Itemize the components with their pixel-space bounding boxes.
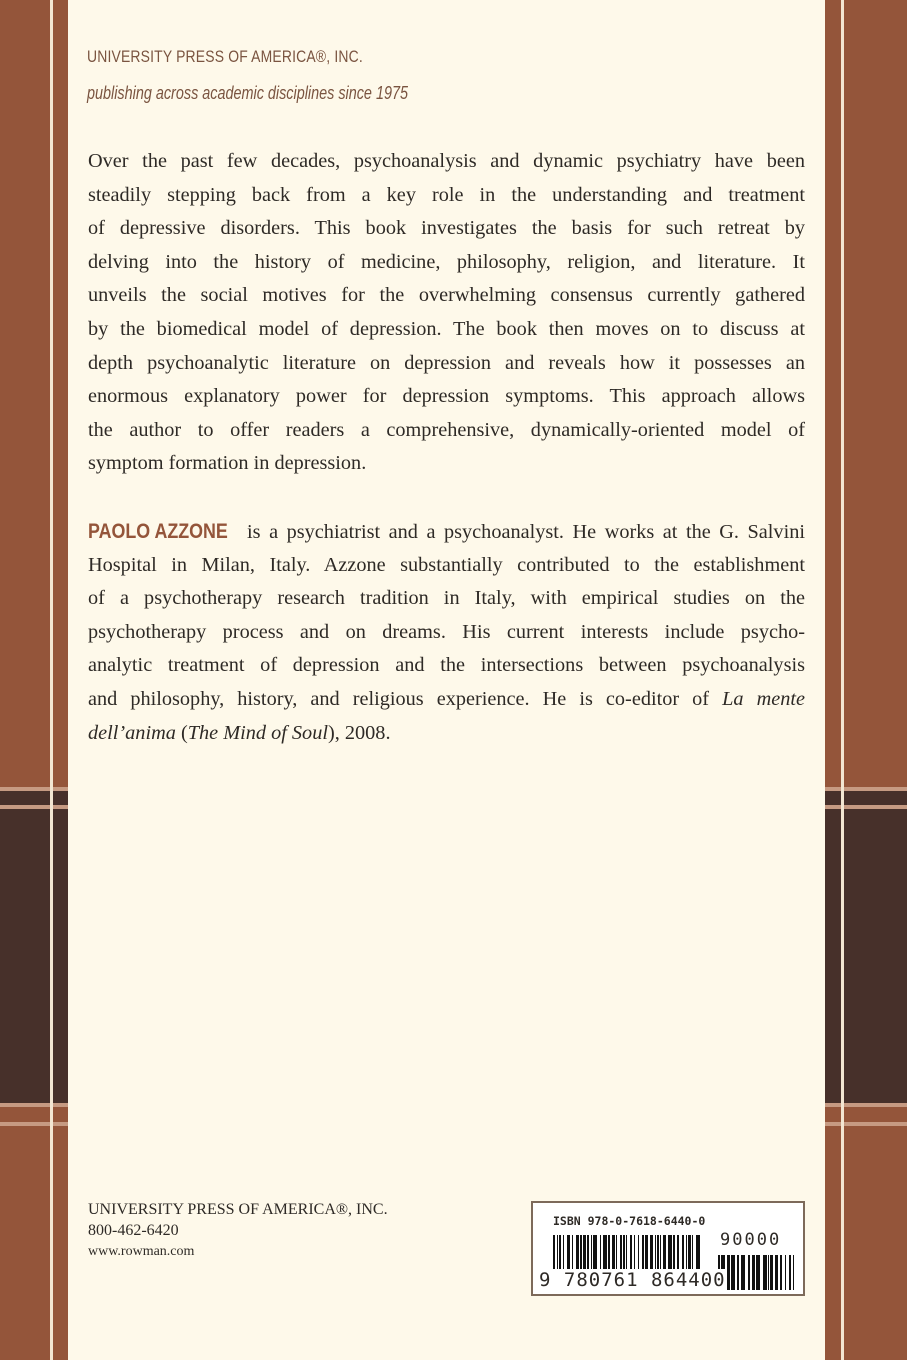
barcode-bar xyxy=(756,1255,760,1290)
barcode-bar xyxy=(731,1255,735,1290)
barcode-bar xyxy=(748,1255,750,1290)
barcode-bar xyxy=(793,1255,794,1290)
barcode-bar xyxy=(727,1255,730,1290)
bio-line: and philosophy, history, and religious experience. He is co-editor of La mente xyxy=(88,687,805,710)
description-line: symptom formation in depression. xyxy=(88,452,367,475)
author-bio xyxy=(88,515,805,750)
bio-line: psychotherapy process and on dreams. His current interests include psycho- xyxy=(88,620,805,643)
bio-line: analytic treatment of depression and the intersections between psychoanalysis xyxy=(88,654,805,677)
barcode-bar xyxy=(752,1255,755,1290)
left-border-panel xyxy=(0,0,68,1360)
barcode-digits: 9 780761 864400 xyxy=(539,1269,726,1291)
bio-line: Hospital in Milan, Italy. Azzone substantially contributed to the establishment xyxy=(88,553,805,576)
author-name: PAOLO AZZONE xyxy=(88,520,228,543)
publisher-tagline: publishing across academic disciplines since 1975 xyxy=(87,83,408,103)
description-line: Over the past few decades, psychoanalysis and dynamic psychiatry have been xyxy=(88,150,805,172)
description-line: of depressive disorders. This book investigates the basis for such retreat by xyxy=(88,217,805,240)
description-line: delving into the history of medicine, philosophy, religion, and literature. It xyxy=(88,250,805,273)
footer-publisher: UNIVERSITY PRESS OF AMERICA®, INC. xyxy=(88,1201,388,1218)
price-code: 90000 xyxy=(720,1230,782,1250)
barcode-bar xyxy=(785,1255,786,1290)
italic-title: The Mind of Soul xyxy=(187,721,328,744)
italic-title: dell’anima xyxy=(88,721,176,744)
barcode-bar xyxy=(737,1255,739,1290)
footer-website: www.rowman.com xyxy=(88,1244,195,1259)
isbn-barcode xyxy=(531,1201,805,1296)
isbn-text: ISBN 978-0-7618-6440-0 xyxy=(553,1214,706,1228)
bio-line: dell’anima (The Mind of Soul), 2008. xyxy=(88,721,391,744)
footer-phone: 800-462-6420 xyxy=(88,1222,179,1239)
bio-line: of a psychotherapy research tradition in Italy, with empirical studies on the xyxy=(88,587,805,610)
barcode-bar xyxy=(780,1255,782,1290)
description-line: steadily stepping back from a key role in the understanding and treatment xyxy=(88,183,805,206)
bio-line: PAOLO AZZONE is a psychiatrist and a psychoanalyst. He works at the G. Salvini xyxy=(88,515,805,549)
description-line: depth psychoanalytic literature on depression and reveals how it possesses an xyxy=(88,351,805,374)
right-border-panel xyxy=(825,0,907,1360)
italic-title: La mente xyxy=(722,687,805,710)
barcode-bar xyxy=(768,1255,769,1290)
book-description xyxy=(88,145,805,481)
description-line: unveils the social motives for the overwhelming consensus currently gathered xyxy=(88,284,805,307)
barcode-bar xyxy=(789,1255,791,1290)
barcode-bar xyxy=(770,1255,773,1290)
price-bars xyxy=(718,1255,796,1290)
description-line: enormous explanatory power for depression symptoms. This approach allows xyxy=(88,385,805,408)
barcode-bar xyxy=(741,1255,745,1290)
publisher-name: UNIVERSITY PRESS OF AMERICA®, INC. xyxy=(87,47,363,66)
description-line: the author to offer readers a comprehensive, dynamically-oriented model of xyxy=(88,418,805,441)
publisher-footer xyxy=(88,1199,388,1262)
barcode-bar xyxy=(775,1255,778,1290)
barcode-bar xyxy=(763,1255,767,1290)
description-line: by the biomedical model of depression. The book then moves on to discuss at xyxy=(88,317,805,340)
